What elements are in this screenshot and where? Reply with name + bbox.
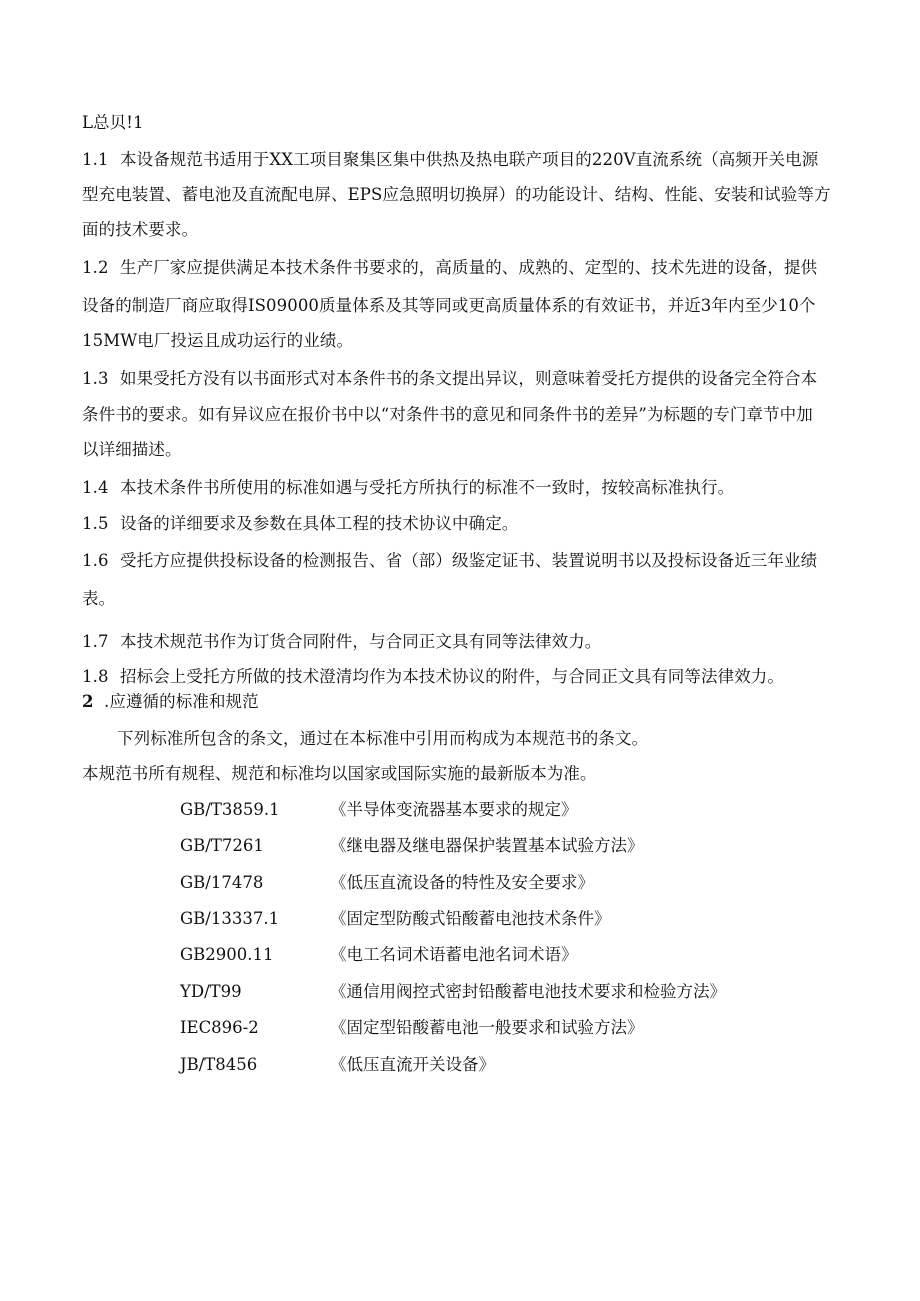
clause-1-2-line-1 <box>82 258 817 278</box>
section2-heading <box>82 692 259 712</box>
section-title: .应遵循的标准和规范 <box>104 692 259 711</box>
clause-1-6-line-2: 表。 <box>82 589 116 608</box>
standard-code: GB/13337.1 <box>180 909 280 928</box>
clause-1-8 <box>82 667 784 687</box>
clause-1-3-line-2: 条件书的要求。如有异议应在报价书中以“对条件书的意见和同条件书的差异”为标题的专门章节中加 <box>82 405 813 424</box>
clause-1-5 <box>82 514 518 534</box>
standard-title: 《继电器及继电器保护装置基本试验方法》 <box>330 836 644 855</box>
clause-number: 1.3 <box>82 369 109 388</box>
clause-1-7 <box>82 632 601 652</box>
standard-title: 《固定型防酸式铅酸蓄电池技术条件》 <box>330 909 611 928</box>
standard-title: 《电工名词术语蓄电池名词术语》 <box>330 945 578 964</box>
clause-number: 1.8 <box>82 667 109 686</box>
clause-1-2-line-2: 设备的制造厂商应取得IS09000质量体系及其等同或更高质量体系的有效证书，并近3年内至少10个 <box>82 296 816 315</box>
clause-number: 1.1 <box>82 150 109 169</box>
clause-number: 1.4 <box>82 478 109 497</box>
clause-number: 1.7 <box>82 632 109 651</box>
clause-text: 受托方应提供投标设备的检测报告、省（部）级鉴定证书、装置说明书以及投标设备近三年业绩 <box>120 551 818 570</box>
standard-title: 《通信用阀控式密封铅酸蓄电池技术要求和检验方法》 <box>330 982 726 1001</box>
clause-text: 本技术条件书所使用的标准如遇与受托方所执行的标准不一致时，按较高标准执行。 <box>120 478 735 497</box>
clause-1-3-line-3: 以详细描述。 <box>82 440 182 459</box>
clause-number: 1.6 <box>82 551 109 570</box>
standard-title: 《半导体变流器基本要求的规定》 <box>330 800 578 819</box>
standard-code: JB/T8456 <box>180 1055 258 1074</box>
section2-intro-1: 下列标准所包含的条文，通过在本标准中引用而构成为本规范书的条文。 <box>117 729 649 748</box>
standard-code: GB/17478 <box>180 873 264 892</box>
clause-1-4 <box>82 478 734 498</box>
section1-heading: L总贝!1 <box>82 113 144 132</box>
clause-text: 招标会上受托方所做的技术澄清均作为本技术协议的附件，与合同正文具有同等法律效力。 <box>120 667 784 686</box>
clause-number: 1.2 <box>82 258 109 277</box>
standard-title: 《低压直流开关设备》 <box>330 1055 495 1074</box>
standard-title: 《固定型铅酸蓄电池一般要求和试验方法》 <box>330 1018 644 1037</box>
clause-text: 本设备规范书适用于XX工项目聚集区集中供热及热电联产项目的220V直流系统（高频开关电源 <box>120 150 819 169</box>
clause-1-1-line-3: 面的技术要求。 <box>82 220 199 239</box>
clause-1-1-line-1 <box>82 150 818 170</box>
clause-number: 1.5 <box>82 514 109 533</box>
section-number: 2 <box>82 692 94 711</box>
clause-1-3-line-1 <box>82 369 817 389</box>
standard-title: 《低压直流设备的特性及安全要求》 <box>330 873 594 892</box>
standard-code: GB/T3859.1 <box>180 800 280 819</box>
clause-1-2-line-3: 15MW电厂投运且成功运行的业绩。 <box>82 331 354 350</box>
clause-text: 生产厂家应提供满足本技术条件书要求的，高质量的、成熟的、定型的、技术先进的设备，提供 <box>120 258 818 277</box>
clause-text: 设备的详细要求及参数在具体工程的技术协议中确定。 <box>120 514 519 533</box>
standard-code: YD/T99 <box>180 982 242 1001</box>
clause-text: 本技术规范书作为订货合同附件，与合同正文具有同等法律效力。 <box>120 632 602 651</box>
clause-text: 如果受托方没有以书面形式对本条件书的条文提出异议，则意味着受托方提供的设备完全符合本 <box>120 369 818 388</box>
clause-1-6-line-1 <box>82 551 817 571</box>
standard-code: IEC896-2 <box>180 1018 259 1037</box>
standard-code: GB/T7261 <box>180 836 264 855</box>
clause-1-1-line-2: 型充电装置、蓄电池及直流配电屏、EPS应急照明切换屏）的功能设计、结构、性能、安装和试验等方 <box>82 185 831 204</box>
standard-code: GB2900.11 <box>180 945 274 964</box>
section2-intro-2: 本规范书所有规程、规范和标准均以国家或国际实施的最新版本为准。 <box>82 764 597 783</box>
